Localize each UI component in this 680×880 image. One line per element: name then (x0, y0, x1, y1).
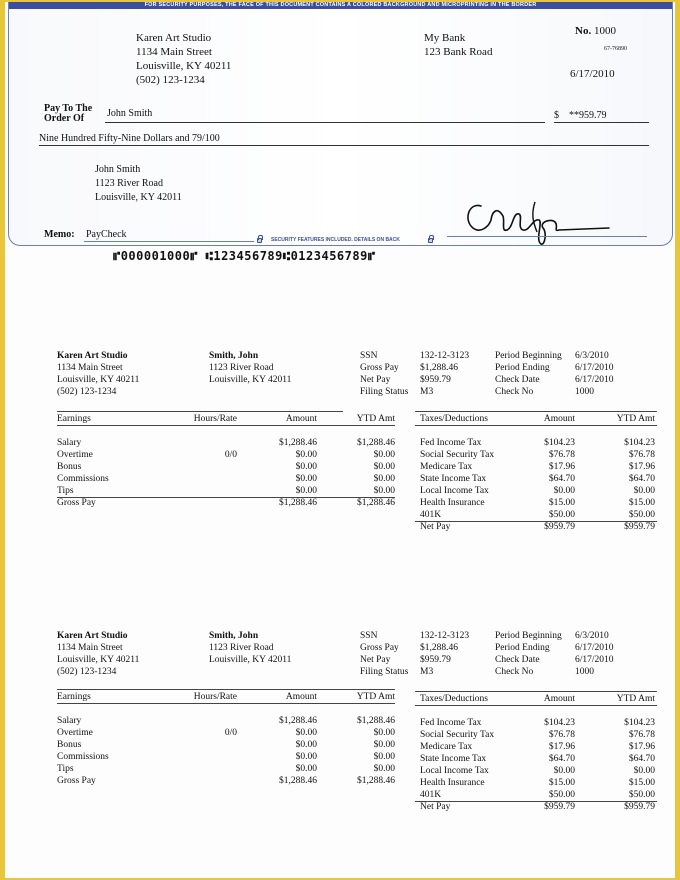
deduction-amount: $50.00 (548, 510, 575, 520)
employee-address2: Louisville, KY 42011 (209, 375, 292, 385)
check-date: 6/17/2010 (570, 68, 615, 80)
deductions-header-rule (415, 691, 657, 692)
deduction-amount: $50.00 (548, 790, 575, 800)
deduction-name: Fed Income Tax (420, 718, 482, 728)
lock-icon (257, 238, 262, 243)
bank-address: 123 Bank Road (424, 46, 493, 58)
payee-address1: 1123 River Road (95, 178, 163, 189)
employer-address1: 1134 Main Street (57, 363, 123, 373)
ytd-header: YTD Amt (356, 414, 395, 424)
earnings-header-underline (57, 703, 395, 704)
memo-line (84, 241, 254, 242)
memo-label: Memo: (44, 229, 75, 240)
net-pay-label: Net Pay (420, 522, 451, 532)
earning-ytd: $0.00 (373, 450, 395, 460)
earning-ytd: $0.00 (373, 462, 395, 472)
lock-icon (428, 238, 433, 243)
period-label: Check Date (495, 655, 540, 665)
earning-ytd: $1,288.46 (357, 438, 395, 448)
earnings-header-rule (57, 411, 343, 412)
micr-line: ⑈000001000⑈ ⑆123456789⑆0123456789⑈ (113, 249, 376, 263)
memo-value: PayCheck (86, 229, 127, 240)
deduction-ytd: $104.23 (624, 438, 655, 448)
check (8, 2, 673, 246)
earning-name: Bonus (57, 462, 82, 472)
period-value: 6/17/2010 (575, 643, 614, 653)
deduction-name: Health Insurance (420, 498, 485, 508)
gross-pay-ytd: $1,288.46 (357, 498, 395, 508)
employer-address2: Louisville, KY 40211 (57, 375, 140, 385)
earning-amount: $0.00 (295, 450, 317, 460)
deduction-amount: $0.00 (553, 486, 575, 496)
deduction-amount: $76.78 (548, 450, 575, 460)
earning-hours: 0/0 (224, 728, 237, 738)
dollar-sign: $ (554, 110, 559, 121)
deduction-name: Medicare Tax (420, 462, 473, 472)
payer-address1: 1134 Main Street (136, 46, 212, 58)
period-value: 6/3/2010 (575, 631, 609, 641)
earning-ytd: $0.00 (373, 728, 395, 738)
deduction-name: Medicare Tax (420, 742, 473, 752)
pay-stub (57, 630, 657, 820)
deductions-header: Taxes/Deductions (420, 694, 488, 704)
period-value: 6/17/2010 (575, 375, 614, 385)
net-pay-amount: $959.79 (544, 522, 575, 532)
summary-label: Net Pay (360, 375, 391, 385)
summary-value: M3 (420, 667, 434, 677)
summary-value: $1,288.46 (420, 643, 458, 653)
period-value: 6/3/2010 (575, 351, 609, 361)
employer-address2: Louisville, KY 40211 (57, 655, 140, 665)
amount-header: Amount (285, 692, 317, 702)
deduction-amount: $104.23 (544, 438, 575, 448)
earning-name: Overtime (57, 728, 93, 738)
period-label: Period Beginning (495, 351, 562, 361)
deduction-name: State Income Tax (420, 754, 487, 764)
earning-amount: $1,288.46 (279, 716, 317, 726)
check-amount: **959.79 (569, 110, 607, 121)
summary-label: Filing Status (360, 667, 409, 677)
summary-value: 132-12-3123 (420, 631, 470, 641)
summary-label: SSN (360, 351, 378, 361)
deductions-header-underline (415, 705, 657, 706)
deduction-name: Fed Income Tax (420, 438, 482, 448)
payee-name: John Smith (107, 108, 153, 119)
security-banner: FOR SECURITY PURPOSES, THE FACE OF THIS DOCUMENT CONTAINS A COLORED BACKGROUND AND MICROPRINTING IN THE BORDER (9, 2, 672, 9)
payer-name: Karen Art Studio (136, 32, 212, 44)
deduction-amount-header: Amount (543, 414, 575, 424)
deductions-header-underline (415, 425, 657, 426)
amount-words: Nine Hundred Fifty-Nine Dollars and 79/100 (39, 133, 220, 144)
earning-name: Commissions (57, 474, 109, 484)
summary-value: M3 (420, 387, 434, 397)
earning-name: Overtime (57, 450, 93, 460)
earning-amount: $0.00 (295, 486, 317, 496)
deduction-name: 401K (420, 510, 442, 520)
deduction-amount: $64.70 (548, 474, 575, 484)
employee-name: Smith, John (209, 631, 259, 641)
period-label: Period Ending (495, 363, 550, 373)
earnings-header: Earnings (57, 692, 91, 702)
net-pay-amount: $959.79 (544, 802, 575, 812)
period-label: Check Date (495, 375, 540, 385)
earning-amount: $0.00 (295, 752, 317, 762)
amount-words-line (39, 145, 649, 146)
earning-ytd: $0.00 (373, 752, 395, 762)
earning-ytd: $0.00 (373, 740, 395, 750)
deductions-header-rule (415, 411, 657, 412)
period-value: 1000 (575, 387, 594, 397)
employer-name: Karen Art Studio (57, 631, 128, 641)
payee-line (105, 122, 545, 123)
deduction-ytd: $76.78 (628, 730, 655, 740)
deduction-name: 401K (420, 790, 442, 800)
check-number-label: No. (575, 25, 592, 37)
employee-address1: 1123 River Road (209, 643, 274, 653)
check-number: 1000 (593, 25, 616, 37)
earning-hours: 0/0 (224, 450, 237, 460)
deduction-name: Social Security Tax (420, 730, 495, 740)
earning-name: Commissions (57, 752, 109, 762)
earnings-header-underline (57, 425, 395, 426)
earning-amount: $0.00 (295, 764, 317, 774)
deduction-ytd: $50.00 (628, 790, 655, 800)
earning-name: Salary (57, 716, 82, 726)
earning-amount: $0.00 (295, 728, 317, 738)
payee-address-name: John Smith (95, 164, 141, 175)
employer-address1: 1134 Main Street (57, 643, 123, 653)
earning-name: Salary (57, 438, 82, 448)
signature-line (447, 236, 647, 237)
deduction-ytd: $50.00 (628, 510, 655, 520)
gross-pay-label: Gross Pay (57, 498, 96, 508)
deduction-name: Local Income Tax (420, 766, 489, 776)
hours-header: Hours/Rate (193, 692, 237, 702)
deduction-amount: $15.00 (548, 498, 575, 508)
employee-name: Smith, John (209, 351, 259, 361)
payer-phone: (502) 123-1234 (136, 74, 205, 86)
deduction-ytd: $0.00 (633, 486, 655, 496)
earning-ytd: $1,288.46 (357, 716, 395, 726)
deduction-ytd: $15.00 (628, 778, 655, 788)
employer-name: Karen Art Studio (57, 351, 128, 361)
deduction-amount: $17.96 (548, 742, 575, 752)
employee-address1: 1123 River Road (209, 363, 274, 373)
earning-amount: $1,288.46 (279, 438, 317, 448)
amount-header: Amount (285, 414, 317, 424)
summary-label: Net Pay (360, 655, 391, 665)
earnings-header: Earnings (57, 414, 91, 424)
net-pay-ytd: $959.79 (624, 802, 655, 812)
earning-ytd: $0.00 (373, 486, 395, 496)
employee-address2: Louisville, KY 42011 (209, 655, 292, 665)
deduction-amount: $15.00 (548, 778, 575, 788)
deduction-amount: $104.23 (544, 718, 575, 728)
period-label: Check No (495, 387, 534, 397)
deduction-ytd: $64.70 (628, 754, 655, 764)
summary-value: $959.79 (420, 375, 451, 385)
summary-label: Gross Pay (360, 643, 399, 653)
deduction-ytd: $17.96 (628, 742, 655, 752)
deduction-amount: $64.70 (548, 754, 575, 764)
check-number-group (575, 25, 616, 38)
earning-amount: $0.00 (295, 462, 317, 472)
pay-to-label: Pay To The (44, 103, 93, 114)
summary-value: $1,288.46 (420, 363, 458, 373)
deduction-amount: $0.00 (553, 766, 575, 776)
summary-label: Gross Pay (360, 363, 399, 373)
bank-name: My Bank (424, 32, 466, 44)
earnings-header-rule (57, 689, 395, 690)
earning-amount: $0.00 (295, 474, 317, 484)
security-note: SECURITY FEATURES INCLUDED. DETAILS ON BACK (271, 237, 400, 243)
payee-address2: Louisville, KY 42011 (95, 192, 182, 203)
deduction-ytd: $0.00 (633, 766, 655, 776)
deduction-ytd-header: YTD Amt (616, 414, 655, 424)
gross-pay-amount: $1,288.46 (279, 498, 317, 508)
deduction-ytd-header: YTD Amt (616, 694, 655, 704)
period-label: Period Beginning (495, 631, 562, 641)
period-label: Check No (495, 667, 534, 677)
deduction-ytd: $104.23 (624, 718, 655, 728)
deduction-ytd: $76.78 (628, 450, 655, 460)
gross-pay-label: Gross Pay (57, 776, 96, 786)
deduction-name: State Income Tax (420, 474, 487, 484)
deduction-name: Local Income Tax (420, 486, 489, 496)
period-value: 1000 (575, 667, 594, 677)
deduction-ytd: $15.00 (628, 498, 655, 508)
deduction-amount: $17.96 (548, 462, 575, 472)
gross-pay-ytd: $1,288.46 (357, 776, 395, 786)
period-label: Period Ending (495, 643, 550, 653)
period-value: 6/17/2010 (575, 655, 614, 665)
payer-address2: Louisville, KY 40211 (136, 60, 232, 72)
period-value: 6/17/2010 (575, 363, 614, 373)
gross-pay-amount: $1,288.46 (279, 776, 317, 786)
hours-header: Hours/Rate (193, 414, 237, 424)
earning-ytd: $0.00 (373, 474, 395, 484)
amount-line (554, 122, 649, 123)
document-page (5, 2, 675, 878)
earning-ytd: $0.00 (373, 764, 395, 774)
net-pay-label: Net Pay (420, 802, 451, 812)
deduction-amount-header: Amount (543, 694, 575, 704)
deduction-name: Health Insurance (420, 778, 485, 788)
employer-phone: (502) 123-1234 (57, 387, 117, 397)
earning-name: Tips (57, 486, 74, 496)
net-pay-ytd: $959.79 (624, 522, 655, 532)
deductions-header: Taxes/Deductions (420, 414, 488, 424)
summary-label: Filing Status (360, 387, 409, 397)
summary-label: SSN (360, 631, 378, 641)
pay-stub (57, 350, 657, 540)
earning-name: Tips (57, 764, 74, 774)
routing-fraction: 67-76890 (604, 46, 627, 52)
signature-icon (461, 192, 611, 250)
ytd-header: YTD Amt (356, 692, 395, 702)
order-of-label: Order Of (44, 113, 85, 124)
earning-amount: $0.00 (295, 740, 317, 750)
deduction-name: Social Security Tax (420, 450, 495, 460)
employer-phone: (502) 123-1234 (57, 667, 117, 677)
deduction-ytd: $64.70 (628, 474, 655, 484)
summary-value: 132-12-3123 (420, 351, 470, 361)
deduction-amount: $76.78 (548, 730, 575, 740)
deduction-ytd: $17.96 (628, 462, 655, 472)
summary-value: $959.79 (420, 655, 451, 665)
earning-name: Bonus (57, 740, 82, 750)
